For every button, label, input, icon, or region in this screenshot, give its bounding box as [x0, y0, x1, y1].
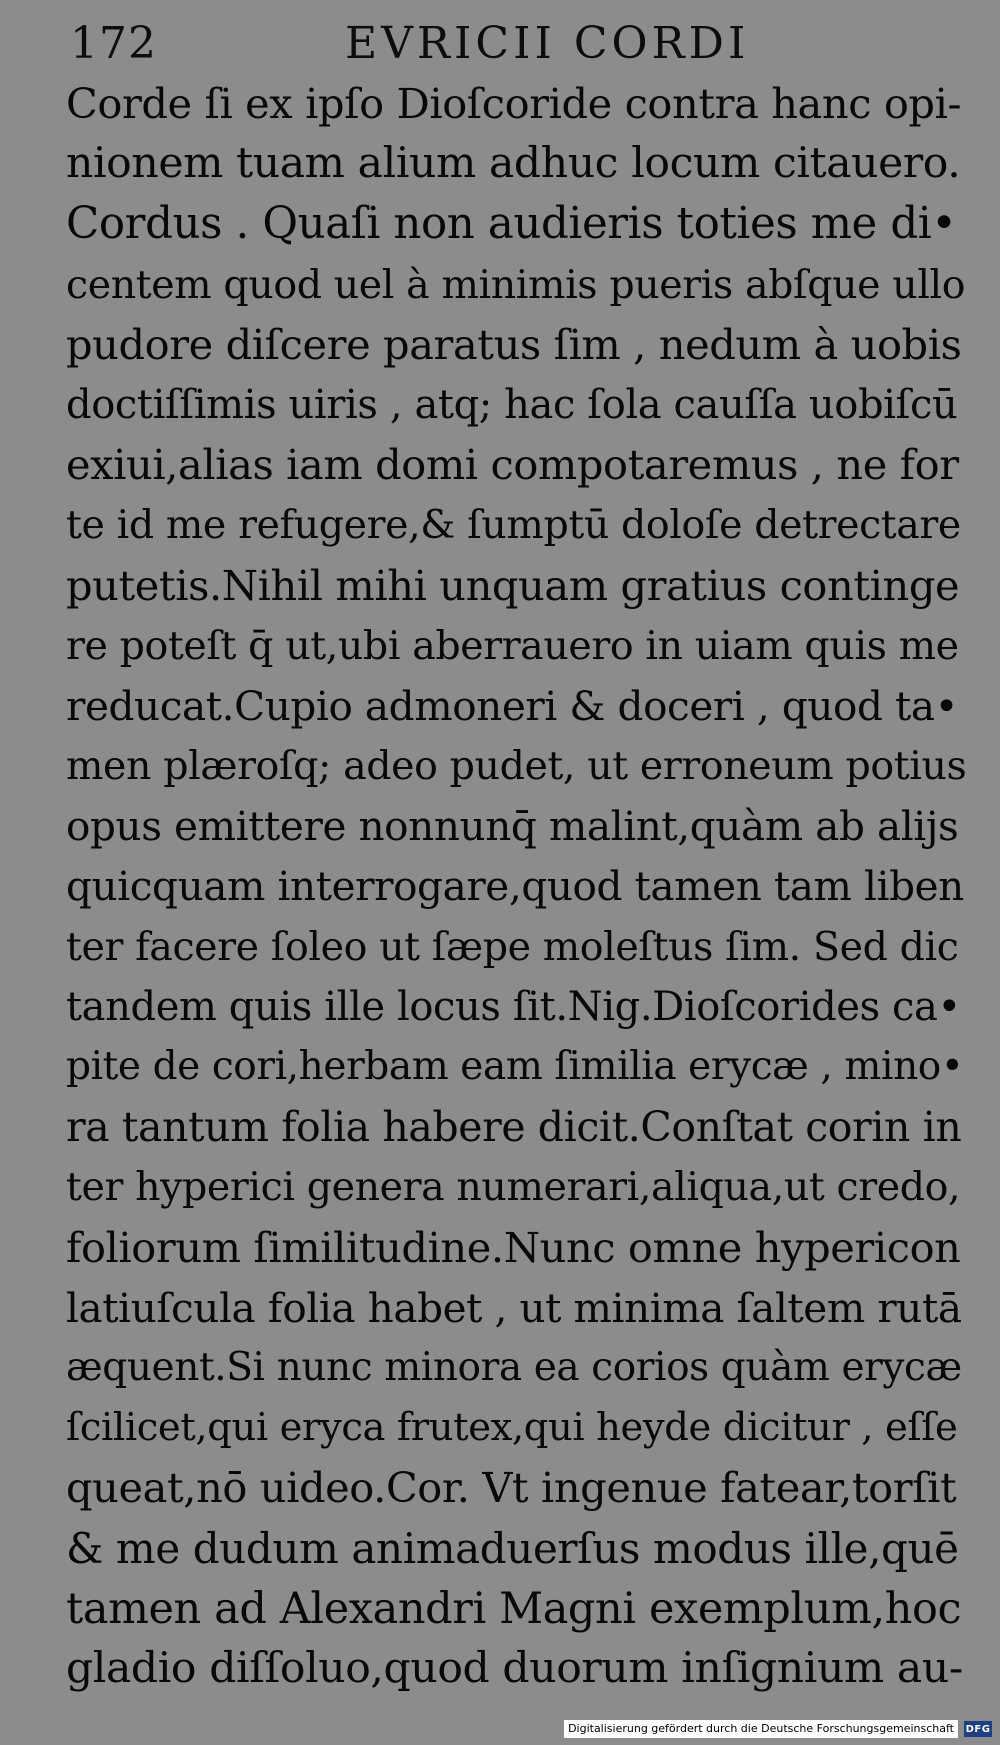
text-line: ra tantum folia habere dicit.Conſtat corin in	[66, 1103, 962, 1152]
text-line: reducat.Cupio admoneri & doceri , quod ta•	[66, 681, 959, 730]
text-line: tandem quis ille locus ſit.Nig.Dioſcorides ca•	[66, 983, 961, 1030]
funding-notice: Digitalisierung gefördert durch die Deutsche Forschungsgemeinschaft	[564, 1720, 958, 1738]
text-line: Cordus . Quaſi non audieris toties me di•	[66, 199, 957, 250]
dfg-logo-icon: DFG	[964, 1721, 992, 1737]
text-line: opus emittere nonnunq̄ malint,quàm ab alijs	[66, 802, 959, 851]
text-line: nionem tuam alium adhuc locum citauero.	[66, 139, 961, 189]
text-line: queat,nō uideo.Cor. Vt ingenue fatear,torſit	[66, 1463, 957, 1513]
text-line: exiui,alias iam domi compotaremus , ne for	[66, 440, 959, 490]
text-line: æquent.Si nunc minora ea corios quàm erycæ	[66, 1344, 962, 1390]
text-line: foliorum ſimilitudine.Nunc omne hypericon	[66, 1222, 961, 1272]
text-line: & me dudum animaduerſus modus ille,quē	[66, 1523, 959, 1573]
text-line: men plæroſq; adeo pudet, ut erroneum potius	[66, 743, 967, 790]
text-line: centem quod uel à minimis pueris abſque ullo	[66, 261, 966, 308]
text-line: pite de cori,herbam eam ſimilia erycæ , mino•	[66, 1044, 964, 1089]
text-line: re poteſt q̄ ut,ubi aberrauero in uiam quis me	[66, 622, 959, 669]
text-line: ter facere ſoleo ut ſæpe moleſtus ſim. Sed dic	[66, 923, 959, 970]
digitization-footer	[564, 1719, 992, 1739]
text-line: gladio diſſoluo,quod duorum inſignium au-	[66, 1643, 963, 1693]
text-line: doctiſſimis uiris , atq; hac ſola cauſſa uobiſcū	[66, 381, 958, 428]
text-line: ter hyperici genera numerari,aliqua,ut credo,	[66, 1164, 961, 1211]
text-line: latiuſcula folia habet , ut minima ſaltem rutā	[66, 1283, 962, 1332]
page-header	[70, 14, 950, 74]
page-number: 172	[70, 18, 157, 69]
running-head: EVRICII CORDI	[345, 18, 750, 69]
text-line: putetis.Nihil mihi unquam gratius continge	[66, 560, 960, 610]
text-line: ſcilicet,qui eryca frutex,qui heyde dicitur , eſſe	[66, 1405, 958, 1451]
text-line: te id me refugere,& ſumptū doloſe detrectare	[66, 502, 961, 549]
body-text	[66, 74, 966, 1699]
text-line: pudore diſcere paratus ſim , nedum à uobis	[66, 319, 962, 369]
text-line: Corde ſi ex ipſo Dioſcoride contra hanc opi-	[66, 79, 962, 128]
text-line: quicquam interrogare,quod tamen tam liben	[66, 862, 964, 911]
text-line: tamen ad Alexandri Magni exemplum,hoc	[66, 1583, 962, 1634]
